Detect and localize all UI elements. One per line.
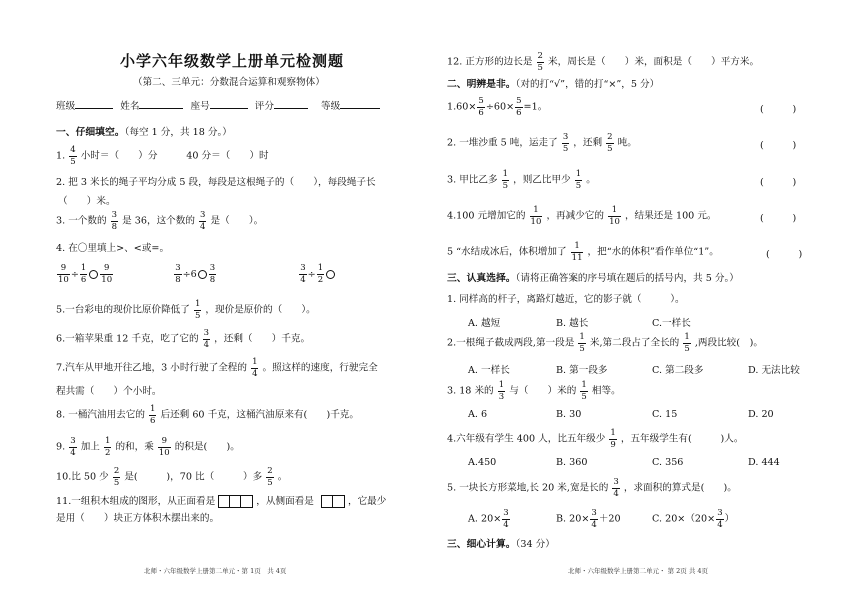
q-text: 6.一箱苹果重 12 千克，吃了它的 [56, 333, 199, 345]
option-b[interactable]: B. 20× $\frac{3}{4}$ ＋20 [556, 508, 621, 530]
q-text: 7.汽车从甲地开往乙地，3 小时行驶了全程的 [56, 362, 247, 374]
compare-circle[interactable] [198, 270, 207, 279]
s1-question-1 [56, 146, 269, 166]
seat-blank[interactable] [210, 108, 248, 109]
q-text: 。 [277, 471, 288, 483]
q-text: 是( )，70 比（ ）多 [124, 471, 263, 483]
q-text: 5.一台彩电的现价比原价降低了 [56, 304, 190, 316]
q-text: 后还剩 60 千克，这桶汽油原来有( )千克。 [160, 409, 359, 421]
class-blank[interactable] [75, 108, 113, 109]
fraction: $\frac{1}{10}$ [530, 205, 542, 227]
q-text: 3. 甲比乙多 [447, 174, 498, 186]
q-text: 8. 一桶汽油用去它的 [56, 409, 145, 421]
q-text: ,两段比较( )。 [694, 337, 763, 349]
fraction: $\frac{1}{10}$ [609, 205, 620, 227]
q-text: 相等。 [591, 385, 621, 397]
q-text: 2.一根绳子截成两段,第一段是 [447, 337, 575, 349]
class-label: 班级 [56, 101, 76, 112]
s1-question-3 [56, 211, 263, 231]
q-text: ，还剩（ ）千克。 [214, 333, 311, 345]
answer-paren[interactable]: ( ) [760, 104, 797, 115]
fraction: $\frac{4}{5}$ [70, 145, 76, 167]
score-label: 评分 [254, 101, 274, 112]
fraction: $\frac{3}{4}$ [200, 210, 206, 232]
q-text: ，结果还是 100 元。 [624, 210, 717, 222]
q-text: ，求面积的算式是( )。 [623, 482, 737, 494]
q-text: ，现价是原价的（ ）。 [205, 304, 316, 316]
fraction: $\frac{9}{10}$ [158, 436, 170, 458]
fraction: $\frac{2}{5}$ [267, 466, 273, 488]
page-title: 小学六年级数学上册单元检测题 [120, 52, 345, 70]
q-text: ，五年级学生有( )人。 [620, 433, 744, 445]
q-text: 10.比 50 少 [56, 471, 109, 483]
section-2-header [447, 76, 659, 90]
fraction: $\frac{2}{5}$ [113, 466, 120, 488]
q-text: 5. 一块长方形菜地,长 20 米,宽是长的 [447, 482, 609, 494]
option-b[interactable]: B. 第一段多 [556, 365, 608, 376]
q-text: 程共需（ ）个小时。 [56, 386, 162, 397]
q-text: 米，周长是（ ）米，面积是（ ）平方米。 [548, 56, 760, 68]
fraction: $\frac{1}{5}$ [575, 169, 582, 191]
fraction: $\frac{1}{5}$ [684, 332, 690, 354]
q-text: 3. 18 米的 [447, 385, 494, 397]
fraction: $\frac{3}{4}$ [203, 328, 210, 350]
q-text: ，把“水的体积”看作单位“1”。 [587, 246, 719, 258]
fraction: $\frac{5}{6}$ [478, 96, 484, 118]
section-4-note: （34 分） [515, 539, 555, 550]
side-view-figure [321, 495, 345, 508]
answer-paren[interactable]: ( ) [760, 177, 797, 188]
fraction: $\frac{1}{9}$ [610, 428, 616, 450]
q-text: ，还剩 [573, 137, 603, 149]
q-text: =1。 [523, 101, 548, 113]
q-text: 3. 一个数的 [56, 215, 107, 227]
s1-question-7-cont [56, 383, 162, 397]
option-c[interactable]: C.一样长 [652, 318, 691, 329]
footer-right: 北师・六年级数学上册第二单元・ 第 2页 共 4页 [568, 567, 709, 575]
q-text: 2. 一堆沙重 5 吨，运走了 [447, 137, 558, 149]
s3-question-5 [447, 478, 737, 498]
fraction: $\frac{1}{5}$ [194, 299, 201, 321]
fraction: $\frac{1}{5}$ [502, 169, 509, 191]
q-text: ÷60× [485, 101, 515, 113]
student-info-row [56, 98, 380, 112]
option-c[interactable]: C. 20×（20× $\frac{3}{4}$ ） [652, 508, 735, 530]
section-1-header [56, 124, 232, 138]
fraction: $\frac{3}{4}$ [613, 477, 619, 499]
fraction: $\frac{1}{4}$ [252, 357, 258, 379]
grade-label: 等级 [321, 101, 341, 112]
s2-question-4 [447, 206, 717, 226]
compare-circle[interactable] [89, 270, 98, 279]
answer-paren[interactable]: ( ) [760, 140, 797, 151]
q-text: ，从侧面看是 [256, 496, 314, 507]
s1-question-2 [56, 174, 376, 188]
q-text: 2. 把 3 米长的绳子平均分成 5 段，每段是这根绳子的（ ），每段绳子长 [56, 177, 376, 188]
fraction: $\frac{1}{5}$ [581, 380, 587, 402]
section-2-heading: 二、明辨是非。 [447, 79, 516, 90]
q-text: 加上 [80, 441, 100, 453]
s1-question-5 [56, 300, 316, 320]
fraction: $\frac{3}{5}$ [562, 132, 569, 154]
compare-expr-3: $\frac{3}{4}$ ÷ $\frac{1}{2}$ [298, 269, 336, 280]
option-c[interactable]: C. 356 [652, 457, 684, 468]
option-d[interactable]: D. 无法比较 [748, 365, 800, 376]
s1-question-10 [56, 467, 287, 487]
section-2-note: （对的打“√”，错的打“×”，5 分） [515, 79, 660, 90]
q-text: 11.一组积木组成的图形，从正面看是 [56, 496, 216, 507]
q-text: 4.六年级有学生 400 人，比五年级少 [447, 433, 606, 445]
section-3-heading: 三、认真选择。 [447, 273, 516, 284]
page-subtitle: （第二、三单元：分数混合运算和观察物体） [133, 77, 325, 88]
s1-question-4-exprs [56, 264, 336, 284]
option-d[interactable]: D. 444 [748, 457, 780, 468]
answer-paren[interactable]: ( ) [760, 213, 797, 224]
option-a[interactable]: A.450 [468, 457, 497, 468]
q-text: ，它最少 [347, 496, 387, 507]
option-a[interactable]: A. 越短 [468, 318, 501, 329]
s3-question-2 [447, 333, 763, 353]
section-3-header [447, 270, 739, 284]
q-text: 1.60× [447, 101, 477, 113]
s1-question-6 [56, 329, 310, 349]
seat-label: 座号 [190, 101, 210, 112]
section-3-note: （请将正确答案的序号填在题后的括号内，共 5 分。） [515, 273, 739, 284]
option-c[interactable]: C. 第二段多 [652, 365, 704, 376]
q-text: 。照这样的速度，行驶完全 [262, 362, 378, 374]
question-12 [447, 52, 759, 72]
section-1-note: （每空 1 分，共 18 分。） [124, 127, 232, 138]
compare-expr-1: $\frac{9}{10}$ ÷ $\frac{1}{6}$ $\frac{9}{10}$ [58, 263, 113, 285]
fraction: $\frac{1}{6}$ [150, 404, 156, 426]
answer-paren[interactable]: ( ) [766, 249, 803, 260]
fraction: $\frac{2}{5}$ [537, 51, 543, 73]
name-blank[interactable] [139, 108, 183, 109]
s2-question-2 [447, 133, 637, 153]
option-d[interactable]: D. 20 [748, 409, 774, 420]
front-view-figure [218, 495, 253, 508]
fraction: $\frac{5}{6}$ [516, 96, 522, 118]
q-text: （ ）米。 [58, 196, 116, 207]
grade-blank[interactable] [340, 108, 380, 109]
q-text: 与（ ）米的 [509, 385, 577, 397]
fraction: $\frac{1}{3}$ [498, 380, 505, 402]
q-text: ，再减少它的 [546, 210, 604, 222]
compare-circle[interactable] [326, 270, 335, 279]
option-a[interactable]: A. 6 [468, 409, 488, 420]
q-text: 的和，乘 [115, 441, 154, 453]
option-b[interactable]: B. 30 [556, 409, 582, 420]
fraction: $\frac{3}{8}$ [111, 210, 118, 232]
s1-question-11-cont [56, 510, 219, 524]
option-c[interactable]: C. 15 [652, 409, 678, 420]
q-text: 的积是( )。 [174, 441, 240, 453]
option-b[interactable]: B. 360 [556, 457, 588, 468]
q-text: 吨。 [617, 137, 637, 149]
fraction: $\frac{1}{2}$ [104, 436, 111, 458]
s1-question-11 [56, 493, 386, 508]
s1-question-7 [56, 358, 378, 378]
s1-question-2-cont [58, 193, 116, 207]
footer-left: 北师・六年级数学上册第二单元・第 1页 共 4页 [144, 567, 287, 575]
q-text: 5 “水结成冰后，体积增加了 [447, 246, 567, 258]
q-text: 4. 在〇里填上>、<或=。 [56, 243, 170, 254]
q-text: 4.100 元增加它的 [447, 210, 526, 222]
option-a[interactable]: A. 20× $\frac{3}{4}$ [468, 508, 509, 530]
q-text: 米,第二段占了全长的 [589, 337, 680, 349]
s1-question-8 [56, 405, 359, 425]
section-1-heading: 一、仔细填空。 [56, 127, 125, 138]
s3-question-3 [447, 381, 621, 401]
q-text: 。 [586, 174, 596, 186]
option-b[interactable]: B. 越长 [556, 318, 589, 329]
q-text: 9. [56, 441, 66, 453]
compare-expr-2: $\frac{3}{8}$ ÷6 $\frac{3}{8}$ [175, 263, 216, 285]
section-4-heading: 三、细心计算。 [447, 539, 516, 550]
option-a[interactable]: A. 一样长 [468, 365, 510, 376]
s3-question-4 [447, 429, 743, 449]
fraction: $\frac{1}{11}$ [571, 241, 583, 263]
s2-question-3 [447, 170, 596, 190]
name-label: 姓名 [120, 101, 140, 112]
fraction: $\frac{2}{5}$ [607, 132, 613, 154]
fraction: $\frac{3}{4}$ [70, 436, 76, 458]
s3-question-1: 1. 同样高的杆子，离路灯越近，它的影子就（ ）。 [447, 294, 685, 305]
q-text: ，则乙比甲少 [513, 174, 571, 186]
q-text: 12. 正方形的边长是 [447, 56, 533, 68]
q-text: 小时＝（ ）分 40 分＝（ ）时 [80, 150, 269, 162]
q-text: 是用（ ）块正方体积木摆出来的。 [56, 513, 220, 524]
fraction: $\frac{1}{5}$ [579, 332, 585, 354]
s2-question-1 [447, 97, 547, 117]
q-text: 是 36，这个数的 [122, 215, 195, 227]
section-4-header [447, 536, 555, 550]
s1-question-4 [56, 240, 169, 254]
s1-question-9 [56, 437, 240, 457]
q-text: 1. [56, 150, 66, 162]
score-blank[interactable] [274, 108, 308, 109]
q-text: 是（ ）。 [210, 215, 264, 227]
s2-question-5 [447, 242, 719, 262]
